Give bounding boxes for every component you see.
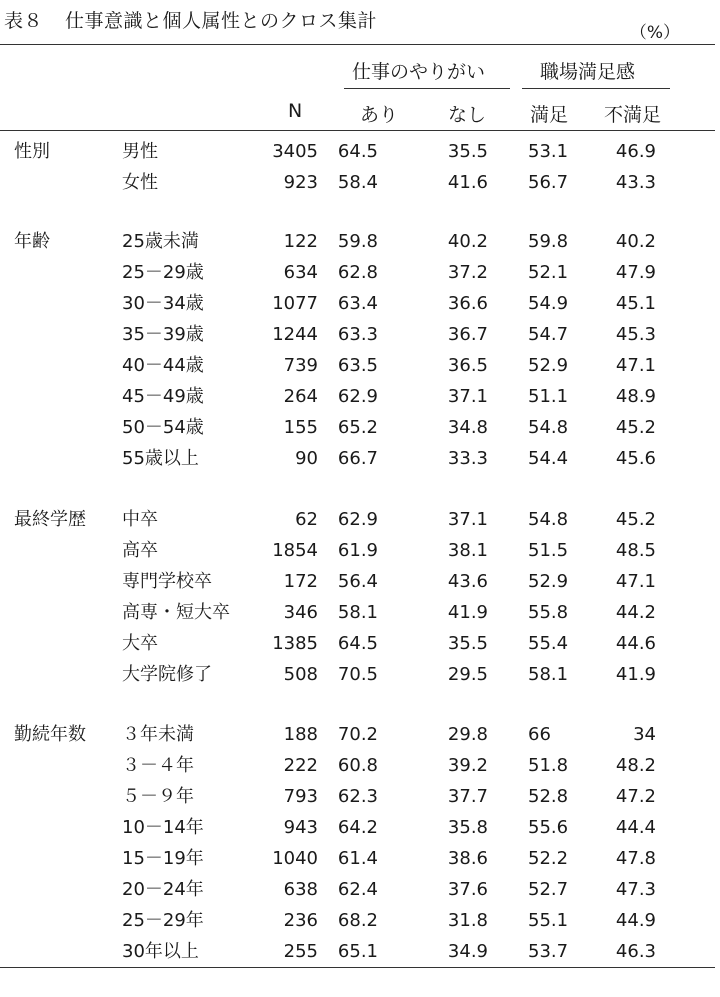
cell-motivation-yes: 70.2 — [337, 724, 378, 745]
cell-motivation-no: 34.8 — [447, 417, 488, 438]
cell-n: 943 — [283, 817, 318, 838]
cell-motivation-yes: 64.5 — [337, 633, 378, 654]
row-label: 45－49歳 — [122, 386, 204, 407]
cell-n: 508 — [283, 664, 318, 685]
cell-motivation-yes: 62.9 — [337, 386, 378, 407]
cell-n: 222 — [283, 755, 318, 776]
cell-motivation-yes: 63.5 — [337, 355, 378, 376]
cell-motivation-no: 36.5 — [447, 355, 488, 376]
cell-motivation-yes: 66.7 — [337, 448, 378, 469]
row-label: 40－44歳 — [122, 355, 204, 376]
cell-satisfied: 55.1 — [528, 910, 569, 931]
cell-unsatisfied: 47.2 — [615, 786, 656, 807]
cell-satisfied: 58.1 — [528, 664, 569, 685]
cell-satisfied: 53.1 — [528, 141, 569, 162]
cell-satisfied: 54.7 — [528, 324, 569, 345]
row-label: 15－19年 — [122, 848, 204, 869]
header-n: N — [288, 100, 303, 122]
cell-motivation-no: 43.6 — [447, 571, 488, 592]
cell-satisfied: 59.8 — [528, 231, 569, 252]
cell-motivation-no: 35.5 — [447, 141, 488, 162]
header-group2-rule — [522, 88, 670, 89]
header-rule — [0, 130, 715, 131]
cell-motivation-yes: 61.4 — [337, 848, 378, 869]
cell-satisfied: 52.2 — [528, 848, 569, 869]
cell-satisfied: 66 — [528, 724, 551, 745]
cell-motivation-yes: 62.4 — [337, 879, 378, 900]
cell-unsatisfied: 45.1 — [615, 293, 656, 314]
cell-satisfied: 54.4 — [528, 448, 569, 469]
cell-motivation-no: 37.7 — [447, 786, 488, 807]
cell-motivation-yes: 64.5 — [337, 141, 378, 162]
cell-satisfied: 55.6 — [528, 817, 569, 838]
row-label: 高専・短大卒 — [122, 602, 230, 623]
cell-n: 236 — [283, 910, 318, 931]
cell-motivation-no: 41.9 — [447, 602, 488, 623]
cell-unsatisfied: 41.9 — [615, 664, 656, 685]
row-label: ３－４年 — [122, 755, 194, 776]
cell-satisfied: 52.1 — [528, 262, 569, 283]
cell-n: 739 — [283, 355, 318, 376]
row-label: 25－29年 — [122, 910, 204, 931]
row-label: 大卒 — [122, 633, 158, 654]
row-label: 大学院修了 — [122, 664, 212, 685]
row-label: 専門学校卒 — [122, 571, 212, 592]
section-category: 最終学歴 — [14, 509, 86, 530]
cell-n: 1385 — [272, 633, 318, 654]
cell-motivation-no: 37.6 — [447, 879, 488, 900]
cell-motivation-yes: 61.9 — [337, 540, 378, 561]
cell-unsatisfied: 46.9 — [615, 141, 656, 162]
cell-motivation-no: 39.2 — [447, 755, 488, 776]
cell-motivation-yes: 70.5 — [337, 664, 378, 685]
cell-satisfied: 54.8 — [528, 417, 569, 438]
table-title-text: 仕事意識と個人属性とのクロス集計 — [65, 10, 378, 32]
cell-unsatisfied: 46.3 — [615, 941, 656, 962]
cell-motivation-yes: 56.4 — [337, 571, 378, 592]
cell-unsatisfied: 45.3 — [615, 324, 656, 345]
header-group1-rule — [344, 88, 510, 89]
cell-n: 155 — [283, 417, 318, 438]
cell-satisfied: 54.8 — [528, 509, 569, 530]
section-category: 勤続年数 — [14, 724, 86, 745]
cell-unsatisfied: 40.2 — [615, 231, 656, 252]
cell-satisfied: 52.7 — [528, 879, 569, 900]
cell-motivation-no: 33.3 — [447, 448, 488, 469]
cell-motivation-no: 31.8 — [447, 910, 488, 931]
header-unsatisfied: 不満足 — [604, 104, 662, 126]
cell-motivation-no: 35.5 — [447, 633, 488, 654]
top-rule — [0, 44, 715, 45]
cell-motivation-yes: 62.3 — [337, 786, 378, 807]
cell-unsatisfied: 44.4 — [615, 817, 656, 838]
cell-motivation-no: 41.6 — [447, 172, 488, 193]
cell-motivation-no: 38.1 — [447, 540, 488, 561]
cell-motivation-no: 36.7 — [447, 324, 488, 345]
cell-satisfied: 54.9 — [528, 293, 569, 314]
cell-unsatisfied: 47.8 — [615, 848, 656, 869]
row-label: 女性 — [122, 172, 158, 193]
cell-unsatisfied: 48.5 — [615, 540, 656, 561]
cell-motivation-no: 40.2 — [447, 231, 488, 252]
cell-motivation-yes: 62.9 — [337, 509, 378, 530]
cell-motivation-no: 36.6 — [447, 293, 488, 314]
row-label: 30年以上 — [122, 941, 199, 962]
section-category: 年齢 — [14, 231, 50, 252]
cell-motivation-yes: 68.2 — [337, 910, 378, 931]
header-no: なし — [448, 104, 487, 126]
cell-n: 346 — [283, 602, 318, 623]
cell-unsatisfied: 44.2 — [615, 602, 656, 623]
cell-n: 255 — [283, 941, 318, 962]
cell-satisfied: 55.8 — [528, 602, 569, 623]
cell-satisfied: 52.9 — [528, 355, 569, 376]
cell-n: 3405 — [272, 141, 318, 162]
table-title — [4, 6, 377, 33]
bottom-rule — [0, 967, 715, 968]
cell-motivation-no: 37.1 — [447, 386, 488, 407]
cell-n: 172 — [283, 571, 318, 592]
cell-n: 188 — [283, 724, 318, 745]
cell-unsatisfied: 47.3 — [615, 879, 656, 900]
row-label: 10－14年 — [122, 817, 204, 838]
row-label: 中卒 — [122, 509, 158, 530]
cell-n: 793 — [283, 786, 318, 807]
cell-motivation-no: 34.9 — [447, 941, 488, 962]
row-label: 50－54歳 — [122, 417, 204, 438]
cell-unsatisfied: 47.9 — [615, 262, 656, 283]
cell-motivation-no: 37.1 — [447, 509, 488, 530]
cell-satisfied: 53.7 — [528, 941, 569, 962]
cell-unsatisfied: 47.1 — [615, 355, 656, 376]
row-label: 高卒 — [122, 540, 158, 561]
row-label: ３年未満 — [122, 724, 194, 745]
cell-n: 1244 — [272, 324, 318, 345]
cell-satisfied: 51.5 — [528, 540, 569, 561]
cell-unsatisfied: 43.3 — [615, 172, 656, 193]
cell-motivation-yes: 58.4 — [337, 172, 378, 193]
cell-unsatisfied: 45.2 — [615, 417, 656, 438]
cell-unsatisfied: 48.2 — [615, 755, 656, 776]
cell-n: 1040 — [272, 848, 318, 869]
header-yes: あり — [360, 104, 399, 126]
cell-unsatisfied: 34 — [633, 724, 656, 745]
cell-unsatisfied: 47.1 — [615, 571, 656, 592]
row-label: 30－34歳 — [122, 293, 204, 314]
section-category: 性別 — [14, 141, 50, 162]
row-label: 20－24年 — [122, 879, 204, 900]
cell-satisfied: 56.7 — [528, 172, 569, 193]
cell-motivation-no: 35.8 — [447, 817, 488, 838]
row-label: 25－29歳 — [122, 262, 204, 283]
cell-motivation-yes: 58.1 — [337, 602, 378, 623]
cell-satisfied: 51.1 — [528, 386, 569, 407]
table-number: 表８ — [4, 10, 44, 32]
cell-n: 638 — [283, 879, 318, 900]
cell-motivation-no: 37.2 — [447, 262, 488, 283]
cell-motivation-yes: 64.2 — [337, 817, 378, 838]
row-label: ５－９年 — [122, 786, 194, 807]
header-satisfied: 満足 — [530, 104, 569, 126]
cell-motivation-no: 29.5 — [447, 664, 488, 685]
header-work-motivation: 仕事のやりがい — [352, 61, 486, 83]
row-label: 55歳以上 — [122, 448, 199, 469]
cell-n: 923 — [283, 172, 318, 193]
cell-unsatisfied: 44.9 — [615, 910, 656, 931]
cell-motivation-no: 38.6 — [447, 848, 488, 869]
cell-unsatisfied: 45.6 — [615, 448, 656, 469]
cell-unsatisfied: 48.9 — [615, 386, 656, 407]
cell-n: 634 — [283, 262, 318, 283]
cell-motivation-yes: 63.3 — [337, 324, 378, 345]
cell-n: 122 — [283, 231, 318, 252]
row-label: 25歳未満 — [122, 231, 199, 252]
cell-n: 1077 — [272, 293, 318, 314]
cell-n: 1854 — [272, 540, 318, 561]
cell-satisfied: 51.8 — [528, 755, 569, 776]
cell-motivation-yes: 65.2 — [337, 417, 378, 438]
cell-satisfied: 55.4 — [528, 633, 569, 654]
header-job-satisfaction: 職場満足感 — [540, 61, 636, 83]
cell-n: 62 — [295, 509, 318, 530]
cell-motivation-yes: 59.8 — [337, 231, 378, 252]
cell-motivation-no: 29.8 — [447, 724, 488, 745]
cell-motivation-yes: 60.8 — [337, 755, 378, 776]
row-label: 男性 — [122, 141, 158, 162]
cell-unsatisfied: 45.2 — [615, 509, 656, 530]
cell-satisfied: 52.8 — [528, 786, 569, 807]
cell-motivation-yes: 62.8 — [337, 262, 378, 283]
cell-unsatisfied: 44.6 — [615, 633, 656, 654]
cell-motivation-yes: 65.1 — [337, 941, 378, 962]
cell-n: 90 — [295, 448, 318, 469]
cell-satisfied: 52.9 — [528, 571, 569, 592]
cell-motivation-yes: 63.4 — [337, 293, 378, 314]
cell-n: 264 — [283, 386, 318, 407]
row-label: 35－39歳 — [122, 324, 204, 345]
unit-label: （%） — [629, 23, 680, 43]
